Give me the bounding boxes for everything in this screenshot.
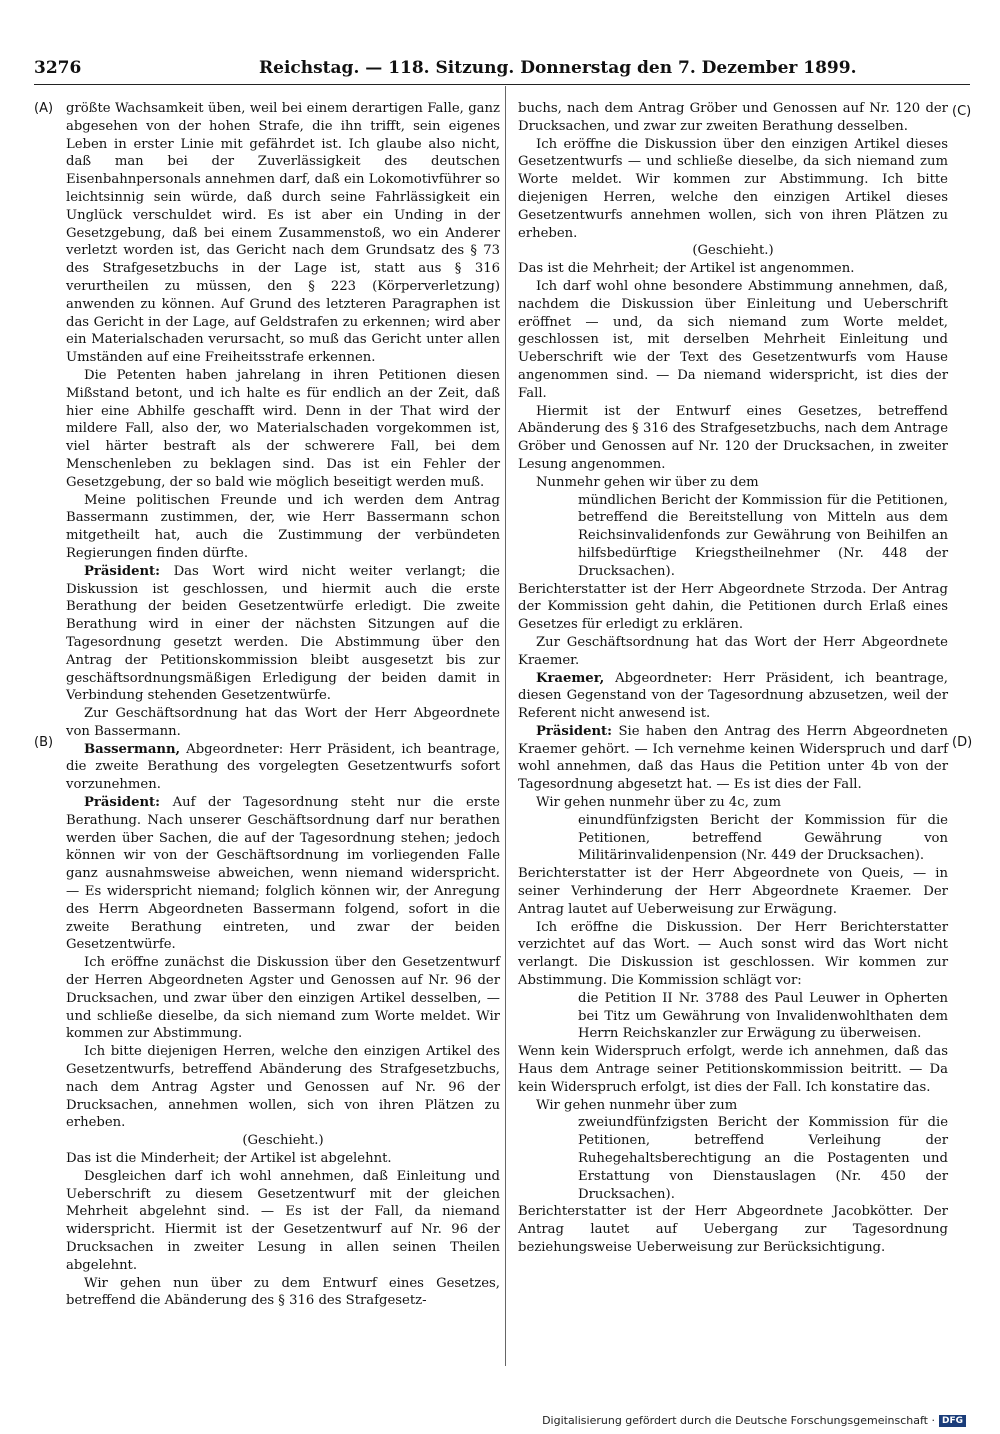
paragraph: Wir gehen nunmehr über zu 4c, zum	[536, 795, 782, 811]
stage-direction: (Geschieht.)	[692, 243, 774, 259]
paragraph: Zur Geschäftsordnung hat das Wort der Herr Abgeordnete Kraemer.	[518, 634, 948, 668]
paragraph: Ich eröffne zunächst die Diskussion über den Gesetzentwurf der Herren Abgeordneten Agster und Genossen auf Nr. 96 der Drucksachen, und zwar über den einzigen Artikel desselben, — und schließe dieselbe, da sich niemand zum Worte meldet. Wir kommen zur Abstimmung.	[66, 955, 500, 1042]
speech-text: Auf der Tagesordnung steht nur die erste Berathung. Nach unserer Geschäftsordnung darf nur berathen werden über Sachen, die auf der Tagesordnung stehen; jedoch können wir von der Geschäftsordnung im vorliegenden Falle ganz ausnahmsweise abweichen, wenn niemand widerspricht. — Es widerspricht niemand; folglich können wir, der Anregung des Herrn Abgeordneten Bassermann folgend, sofort in die zweite Berathung eintreten, und zwar der beiden Gesetzentwürfe.	[66, 795, 500, 953]
margin-mark-d: (D)	[952, 735, 973, 750]
paragraph: Das ist die Mehrheit; der Artikel ist angenommen.	[518, 261, 855, 277]
speech-text: Abgeordneter: Herr Präsident, ich beantrage, die zweite Berathung des vorgelegten Gesetzentwurfs sofort vorzunehmen.	[66, 741, 500, 793]
left-column	[66, 100, 500, 1310]
running-header	[34, 58, 1000, 80]
agenda-item: mündlichen Bericht der Kommission für die Petitionen, betreffend die Bereitstellung von Mitteln aus dem Reichsinvalidenfonds zur Gewährung von Beihilfen an hilfsbedürftige Kriegstheilnehmer (Nr. 448 der Drucksachen).	[578, 492, 948, 579]
paragraph	[518, 723, 948, 794]
paragraph: größte Wachsamkeit üben, weil bei einem derartigen Falle, ganz abgesehen von der hohen Strafe, die ihn trifft, sein eigenes Leben in erster Linie mit gefährdet ist. Ich glaube also nicht, daß man bei der Zuverlässigkeit des deutschen Eisenbahnpersonals annehmen darf, daß ein Lokomotivführer so leichtsinnig sein würde, daß durch seine Fahrlässigkeit ein Unglück verschuldet wird. Es ist aber ein Unding in der Gesetzgebung, daß bei einem Zusammenstoß, wo ein Anderer verletzt worden ist, das Gericht nach dem Grundsatz des § 73 des Strafgesetzbuchs in der Lage ist, statt aus § 316 verurtheilen zu müssen, den § 223 (Körperverletzung) anwenden zu können. Auf Grund des letzteren Paragraphen ist das Gericht in der Lage, auf Geldstrafen zu erkennen; wird aber ein Materialschaden verursacht, so muß das Gericht unter allen Umständen auf eine Freiheitsstrafe erkennen.	[66, 101, 500, 366]
speaker-name: Bassermann,	[84, 741, 181, 757]
paragraph: Das ist die Minderheit; der Artikel ist abgelehnt.	[66, 1151, 392, 1167]
margin-mark-c: (C)	[952, 104, 972, 119]
margin-mark-a: (A)	[34, 101, 54, 116]
running-title: Reichstag. — 118. Sitzung. Donnerstag den 7. Dezember 1899.	[259, 58, 857, 78]
dfg-logo: DFG	[939, 1415, 966, 1427]
paragraph: Ich darf wohl ohne besondere Abstimmung annehmen, daß, nachdem die Diskussion über Einleitung und Ueberschrift eröffnet — und, da sich niemand zum Worte meldet, geschlossen ist, mit derselben Mehrheit Einleitung und Ueberschrift wie der Text des Gesetzentwurfs vom Hause angenommen sind. — Da niemand widerspricht, ist dies der Fall.	[518, 278, 948, 401]
agenda-item: zweiundfünfzigsten Bericht der Kommission für die Petitionen, betreffend Verleihung der Ruhegehaltsberechtigung an die Postagenten und Erstattung von Dienstauslagen (Nr. 450 der Drucksachen).	[578, 1115, 948, 1202]
paragraph	[66, 794, 500, 954]
paragraph: Ich bitte diejenigen Herren, welche den einzigen Artikel des Gesetzentwurfs, betreffend Abänderung des Strafgesetzbuchs, nach dem Antrag Agster und Genossen auf Nr. 96 der Drucksachen, annehmen wollen, sich von ihren Plätzen zu erheben.	[66, 1044, 500, 1131]
speech-text: Abgeordneter: Herr Präsident, ich beantrage, diesen Gegenstand von der Tagesordnung abzusetzen, weil der Referent nicht anwesend ist.	[518, 670, 948, 722]
speaker-name: Kraemer,	[536, 670, 605, 686]
column-divider	[505, 86, 506, 1366]
paragraph: Die Petenten haben jahrelang in ihren Petitionen diesen Mißstand betont, und ich halte es für endlich an der Zeit, daß hier eine Abhilfe geschafft wird. Denn in der That wird der mildere Fall, also der, wo Materialschaden vorgekommen ist, viel härter bestraft als der schwerere Fall, bei dem Menschenleben zu beklagen sind. Das ist ein Fehler der Gesetzgebung, der so bald wie möglich beseitigt werden muß.	[66, 367, 500, 490]
paragraph: Meine politischen Freunde und ich werden dem Antrag Bassermann zustimmen, der, wie Herr Bassermann schon mitgetheilt hat, auch die Zustimmung der verbündeten Regierungen finden dürfte.	[66, 492, 500, 561]
speaker-name: Präsident:	[84, 795, 161, 811]
paragraph: Wenn kein Widerspruch erfolgt, werde ich annehmen, daß das Haus dem Antrage seiner Petitionskommission beitritt. — Da kein Widerspruch erfolgt, ist dies der Fall. Ich konstatire das.	[518, 1044, 948, 1095]
paragraph: Berichterstatter ist der Herr Abgeordnete Jacobkötter. Der Antrag lautet auf Uebergang zur Tagesordnung beziehungsweise Ueberweisung zur Berücksichtigung.	[518, 1204, 948, 1255]
right-column	[518, 100, 948, 1257]
paragraph: buchs, nach dem Antrag Gröber und Genossen auf Nr. 120 der Drucksachen, und zwar zur zweiten Berathung desselben.	[518, 101, 948, 134]
paragraph: Wir gehen nunmehr über zum	[536, 1097, 738, 1113]
agenda-item: die Petition II Nr. 3788 des Paul Leuwer in Opherten bei Titz um Gewährung von Invalidenwohlthaten dem Herrn Reichskanzler zur Erwägung zu überweisen.	[578, 990, 948, 1042]
paragraph: Desgleichen darf ich wohl annehmen, daß Einleitung und Ueberschrift zu diesem Gesetzentwurf mit der gleichen Mehrheit abgelehnt sind. — Es ist der Fall, da niemand widerspricht. Hiermit ist der Gesetzentwurf auf Nr. 96 der Drucksachen in zweiter Lesung in allen seinen Theilen abgelehnt.	[66, 1168, 500, 1273]
margin-mark-b: (B)	[34, 735, 54, 750]
paragraph: Zur Geschäftsordnung hat das Wort der Herr Abgeordnete von Bassermann.	[66, 706, 500, 739]
paragraph: Nunmehr gehen wir über zu dem	[536, 474, 759, 490]
paragraph: Wir gehen nun über zu dem Entwurf eines Gesetzes, betreffend die Abänderung des § 316 des Strafgesetz-	[66, 1275, 500, 1309]
speaker-name: Präsident:	[536, 723, 613, 739]
page-number: 3276	[34, 58, 82, 78]
header-rule	[34, 84, 970, 85]
speech-text: Das Wort wird nicht weiter verlangt; die Diskussion ist geschlossen, und hiermit auch die erste Berathung der beiden Gesetzentwürfe erledigt. Die zweite Berathung wird in einer der nächsten Sitzungen auf die Tagesordnung gesetzt werden. Die Abstimmung über den Antrag der Petitionskommission bleibt ausgesetzt bis zur geschäftsordnungsmäßigen Erledigung der beiden damit in Verbindung stehenden Gesetzentwürfe.	[66, 563, 500, 704]
footer-credit	[542, 1414, 966, 1427]
paragraph: Berichterstatter ist der Herr Abgeordnete von Queis, — in seiner Verhinderung der Herr Abgeordnete Kraemer. Der Antrag lautet auf Ueberweisung zur Erwägung.	[518, 866, 948, 917]
speech-text: Sie haben den Antrag des Herrn Abgeordneten Kraemer gehört. — Ich vernehme keinen Widerspruch und darf wohl annehmen, daß das Haus die Petition unter 4b von der Tagesordnung abgesetzt hat. — Es ist dies der Fall.	[518, 723, 948, 793]
paragraph	[66, 563, 500, 705]
paragraph: Hiermit ist der Entwurf eines Gesetzes, betreffend Abänderung des § 316 des Strafgesetzbuchs, nach dem Antrage Gröber und Genossen auf Nr. 120 der Drucksachen, in zweiter Lesung angenommen.	[518, 403, 948, 472]
paragraph	[66, 741, 500, 794]
stage-direction: (Geschieht.)	[242, 1133, 324, 1149]
paragraph: Ich eröffne die Diskussion über den einzigen Artikel dieses Gesetzentwurfs — und schließe dieselbe, da sich niemand zum Worte meldet. Wir kommen zur Abstimmung. Ich bitte diejenigen Herren, welche den einzigen Artikel dieses Gesetzentwurfs annehmen wollen, sich von ihren Plätzen zu erheben.	[518, 136, 948, 241]
paragraph	[518, 670, 948, 723]
speaker-name: Präsident:	[84, 563, 161, 579]
credit-text: Digitalisierung gefördert durch die Deutsche Forschungsgemeinschaft ·	[542, 1414, 935, 1427]
agenda-item: einundfünfzigsten Bericht der Kommission für die Petitionen, betreffend Gewährung von Militärinvalidenpension (Nr. 449 der Drucksachen).	[578, 812, 948, 864]
paragraph: Berichterstatter ist der Herr Abgeordnete Strzoda. Der Antrag der Kommission geht dahin, die Petitionen durch Erlaß eines Gesetzes für erledigt zu erklären.	[518, 581, 948, 633]
paragraph: Ich eröffne die Diskussion. Der Herr Berichterstatter verzichtet auf das Wort. — Auch sonst wird das Wort nicht verlangt. Die Diskussion ist geschlossen. Wir kommen zur Abstimmung. Die Kommission schlägt vor:	[518, 919, 948, 989]
